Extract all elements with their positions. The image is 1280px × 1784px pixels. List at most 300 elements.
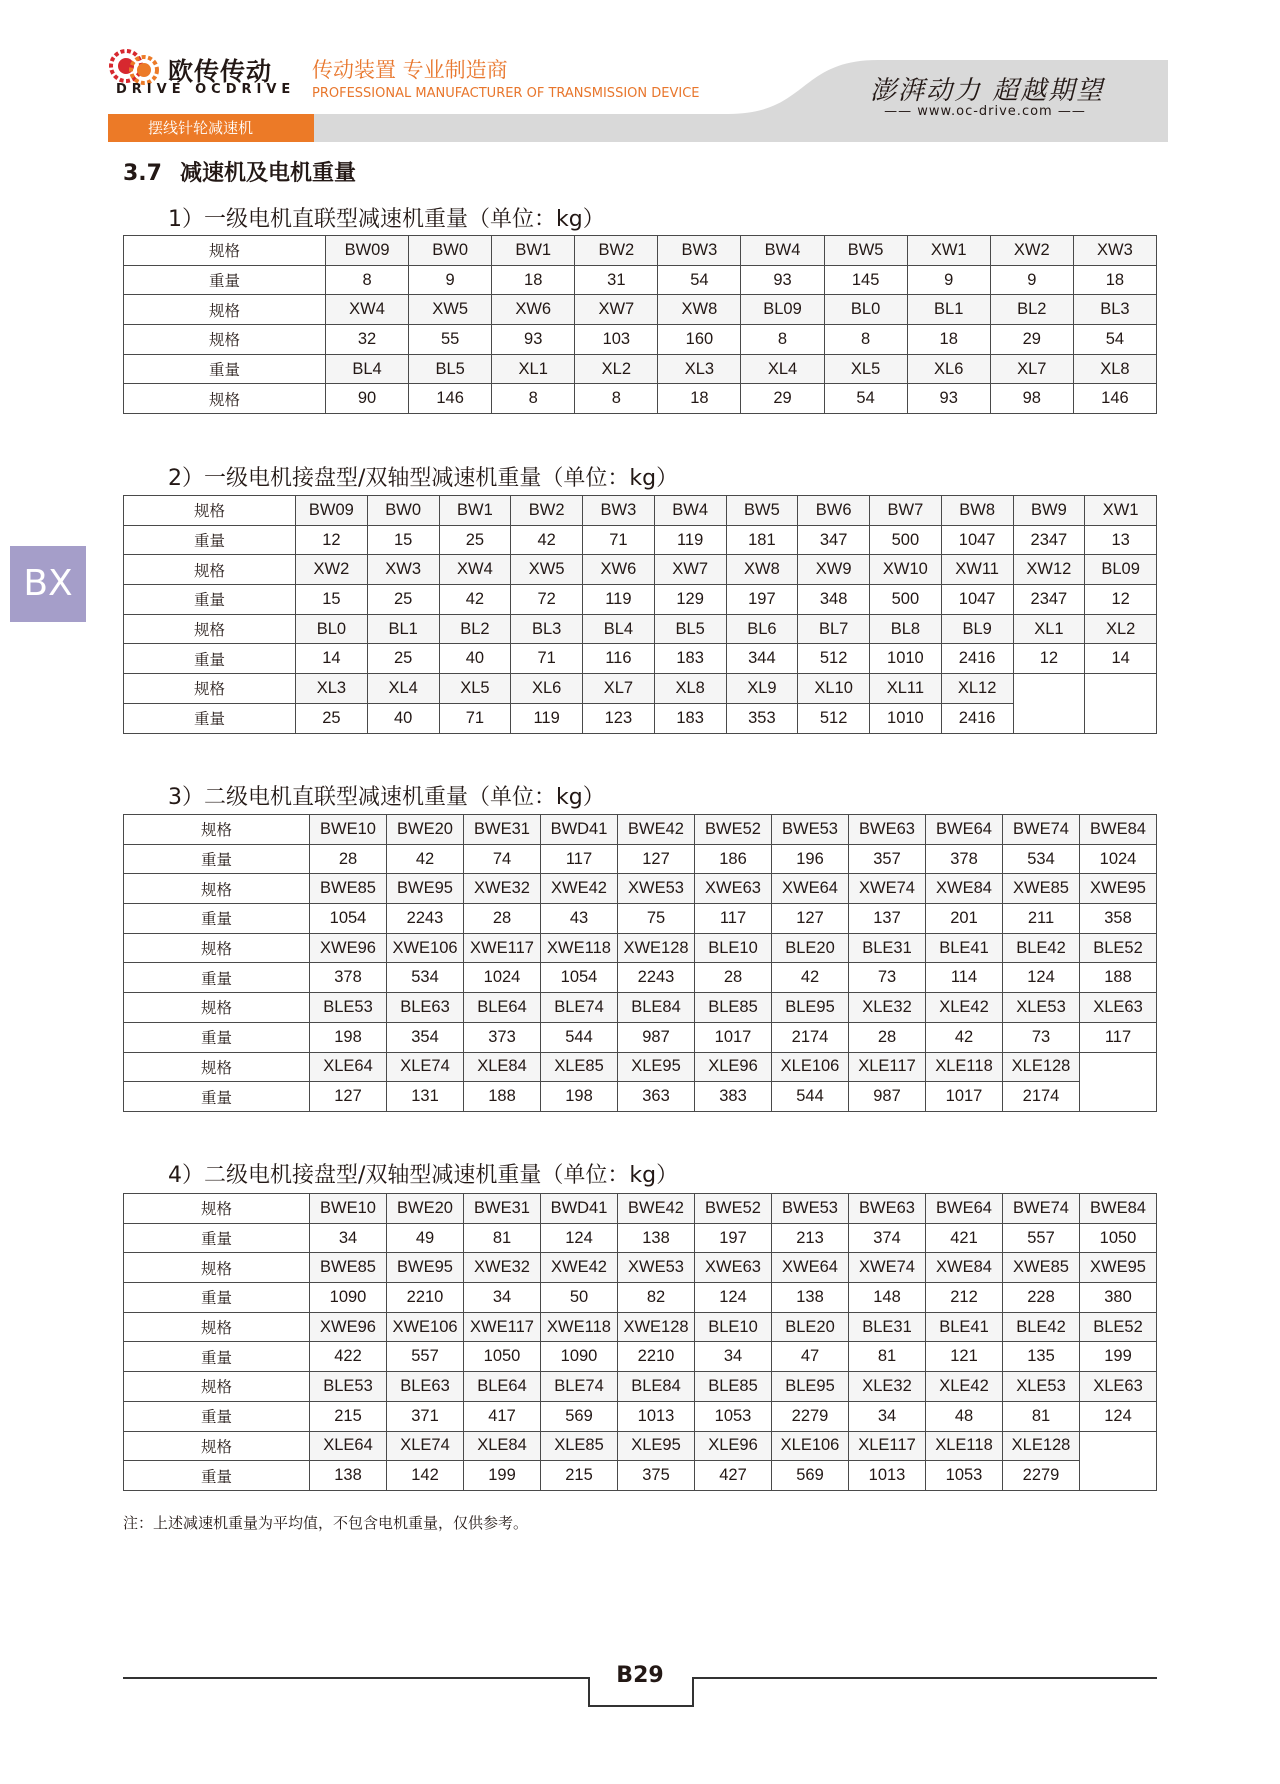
table-row xyxy=(124,1342,1157,1372)
table-cell: XL11 xyxy=(870,674,942,704)
table-cell: 114 xyxy=(926,963,1003,993)
table-cell: 119 xyxy=(654,525,726,555)
row-label: 重量 xyxy=(124,1342,310,1372)
table-cell: BLE41 xyxy=(926,933,1003,963)
table-cell: 138 xyxy=(618,1223,695,1253)
table-row xyxy=(124,236,1157,266)
table-cell: BWE95 xyxy=(387,1253,464,1283)
table-cell: 2347 xyxy=(1013,585,1085,615)
table-cell: BLE41 xyxy=(926,1312,1003,1342)
row-label: 规格 xyxy=(124,496,296,526)
table-row xyxy=(124,1223,1157,1253)
table-cell: XW1 xyxy=(907,236,990,266)
row-label: 重量 xyxy=(124,644,296,674)
empty-cell xyxy=(1085,703,1157,733)
table-cell: 55 xyxy=(409,325,492,355)
table-cell: XL4 xyxy=(741,354,824,384)
table-cell: 2210 xyxy=(387,1283,464,1313)
table-cell: XL2 xyxy=(575,354,658,384)
table-cell: 32 xyxy=(326,325,409,355)
table-cell: XW6 xyxy=(583,555,655,585)
table-row xyxy=(124,295,1157,325)
table-cell: XW9 xyxy=(798,555,870,585)
table-cell: 569 xyxy=(541,1401,618,1431)
table-cell: 93 xyxy=(741,265,824,295)
empty-cell xyxy=(1080,1052,1157,1082)
table-cell: 181 xyxy=(726,525,798,555)
table-cell: XWE53 xyxy=(618,874,695,904)
table-cell: XLE53 xyxy=(1003,1372,1080,1402)
row-label: 规格 xyxy=(124,384,326,414)
tagline-chinese: 传动装置 专业制造商 xyxy=(312,58,508,82)
table-cell: 197 xyxy=(695,1223,772,1253)
row-label: 重量 xyxy=(124,1022,310,1052)
row-label: 重量 xyxy=(124,525,296,555)
table-cell: BLE85 xyxy=(695,1372,772,1402)
table-cell: BLE42 xyxy=(1003,933,1080,963)
table-cell: 512 xyxy=(798,644,870,674)
table-cell: BW6 xyxy=(798,496,870,526)
row-label: 重量 xyxy=(124,1401,310,1431)
table-cell: XLE85 xyxy=(541,1431,618,1461)
table-cell: XLE64 xyxy=(310,1431,387,1461)
table-cell: 1053 xyxy=(695,1401,772,1431)
table-cell: XLE95 xyxy=(618,1052,695,1082)
table-cell: BW5 xyxy=(824,236,907,266)
table-cell: 500 xyxy=(870,585,942,615)
table-cell: BLE63 xyxy=(387,1372,464,1402)
table-cell: BW7 xyxy=(870,496,942,526)
table-cell: BWE84 xyxy=(1080,1194,1157,1224)
table-cell: BWE53 xyxy=(772,1194,849,1224)
table-cell: XW2 xyxy=(990,236,1073,266)
table-cell: 25 xyxy=(439,525,511,555)
row-label: 规格 xyxy=(124,674,296,704)
table-cell: XWE84 xyxy=(926,874,1003,904)
table-cell: XL5 xyxy=(439,674,511,704)
table-cell: 117 xyxy=(541,844,618,874)
table-cell: 34 xyxy=(310,1223,387,1253)
table-cell: XW7 xyxy=(575,295,658,325)
table-cell: XW5 xyxy=(511,555,583,585)
table-cell: 137 xyxy=(849,904,926,934)
table-cell: XL4 xyxy=(367,674,439,704)
table-cell: BW0 xyxy=(409,236,492,266)
table-cell: 2279 xyxy=(772,1401,849,1431)
table-row xyxy=(124,1431,1157,1461)
table-cell: 71 xyxy=(583,525,655,555)
table-cell: 54 xyxy=(658,265,741,295)
section-number: 3.7 xyxy=(123,161,162,186)
table-row xyxy=(124,555,1157,585)
table-2-title: 2）一级电机接盘型/双轴型减速机重量（单位：kg） xyxy=(168,466,679,491)
table-cell: 353 xyxy=(726,703,798,733)
table-cell: XLE74 xyxy=(387,1431,464,1461)
section-heading: 减速机及电机重量 xyxy=(179,161,356,186)
table-cell: 43 xyxy=(541,904,618,934)
table-cell: 1013 xyxy=(849,1461,926,1491)
table-cell: 1024 xyxy=(1080,844,1157,874)
table-row xyxy=(124,1194,1157,1224)
empty-cell xyxy=(1085,674,1157,704)
table-cell: BWD41 xyxy=(541,1194,618,1224)
tagline-english: PROFESSIONAL MANUFACTURER OF TRANSMISSION DEVICE xyxy=(312,86,700,101)
table-cell: BL9 xyxy=(941,614,1013,644)
table-cell: 358 xyxy=(1080,904,1157,934)
table-cell: BLE10 xyxy=(695,1312,772,1342)
table-row xyxy=(124,1461,1157,1491)
row-label: 重量 xyxy=(124,1461,310,1491)
table-cell: XW10 xyxy=(870,555,942,585)
table-cell: 34 xyxy=(695,1342,772,1372)
table-cell: XWE74 xyxy=(849,1253,926,1283)
table-row xyxy=(124,496,1157,526)
table-cell: 29 xyxy=(990,325,1073,355)
table-cell: 98 xyxy=(990,384,1073,414)
table-cell: 40 xyxy=(439,644,511,674)
table-cell: BLE20 xyxy=(772,933,849,963)
table-cell: BL3 xyxy=(511,614,583,644)
empty-cell xyxy=(1013,674,1085,704)
table-cell: 124 xyxy=(1080,1401,1157,1431)
weight-table-3 xyxy=(123,814,1157,1112)
table-cell: 2174 xyxy=(1003,1082,1080,1112)
table-cell: XW2 xyxy=(296,555,368,585)
table-row xyxy=(124,1283,1157,1313)
table-row xyxy=(124,1372,1157,1402)
table-cell: 987 xyxy=(849,1082,926,1112)
table-cell: 374 xyxy=(849,1223,926,1253)
table-cell: XWE96 xyxy=(310,1312,387,1342)
table-cell: 123 xyxy=(583,703,655,733)
table-cell: 417 xyxy=(464,1401,541,1431)
table-cell: 8 xyxy=(741,325,824,355)
table-row xyxy=(124,525,1157,555)
table-cell: 212 xyxy=(926,1283,1003,1313)
table-cell: XWE64 xyxy=(772,874,849,904)
category-tab: 摆线针轮减速机 xyxy=(108,114,314,142)
table-cell: 124 xyxy=(1003,963,1080,993)
table-cell: XW8 xyxy=(726,555,798,585)
table-cell: 124 xyxy=(695,1283,772,1313)
table-row xyxy=(124,933,1157,963)
table-cell: BLE95 xyxy=(772,1372,849,1402)
row-label: 重量 xyxy=(124,1283,310,1313)
row-label: 规格 xyxy=(124,933,310,963)
table-cell: 421 xyxy=(926,1223,1003,1253)
table-cell: BWE42 xyxy=(618,815,695,845)
table-cell: 211 xyxy=(1003,904,1080,934)
empty-cell xyxy=(1013,703,1085,733)
table-cell: 81 xyxy=(464,1223,541,1253)
table-cell: XLE118 xyxy=(926,1052,1003,1082)
table-cell: BW09 xyxy=(296,496,368,526)
table-cell: 47 xyxy=(772,1342,849,1372)
footnote: 注：上述减速机重量为平均值，不包含电机重量，仅供参考。 xyxy=(123,1514,529,1532)
table-cell: XL12 xyxy=(941,674,1013,704)
table-cell: XLE42 xyxy=(926,1372,1003,1402)
table-cell: 422 xyxy=(310,1342,387,1372)
table-cell: XL3 xyxy=(296,674,368,704)
table-cell: 2210 xyxy=(618,1342,695,1372)
table-row xyxy=(124,844,1157,874)
table-cell: BLE64 xyxy=(464,993,541,1023)
table-cell: 15 xyxy=(296,585,368,615)
table-cell: 1047 xyxy=(941,525,1013,555)
table-cell: 146 xyxy=(1073,384,1156,414)
table-cell: 544 xyxy=(541,1022,618,1052)
empty-cell xyxy=(1080,1461,1157,1491)
table-cell: BW4 xyxy=(741,236,824,266)
table-cell: BW4 xyxy=(654,496,726,526)
table-cell: 373 xyxy=(464,1022,541,1052)
table-cell: 500 xyxy=(870,525,942,555)
table-cell: XL5 xyxy=(824,354,907,384)
table-cell: 49 xyxy=(387,1223,464,1253)
table-row xyxy=(124,874,1157,904)
table-row xyxy=(124,703,1157,733)
table-cell: 103 xyxy=(575,325,658,355)
table-cell: 196 xyxy=(772,844,849,874)
table-cell: 142 xyxy=(387,1461,464,1491)
table-cell: 116 xyxy=(583,644,655,674)
table-cell: XLE117 xyxy=(849,1431,926,1461)
table-cell: BWE74 xyxy=(1003,815,1080,845)
table-cell: BW0 xyxy=(367,496,439,526)
row-label: 重量 xyxy=(124,963,310,993)
table-cell: BLE20 xyxy=(772,1312,849,1342)
table-cell: 183 xyxy=(654,644,726,674)
website-text: www.oc-drive.com xyxy=(917,104,1053,119)
table-cell: XLE96 xyxy=(695,1052,772,1082)
table-row xyxy=(124,644,1157,674)
row-label: 重量 xyxy=(124,1082,310,1112)
table-cell: XLE118 xyxy=(926,1431,1003,1461)
table-cell: XW3 xyxy=(367,555,439,585)
table-cell: 73 xyxy=(1003,1022,1080,1052)
table-cell: XWE118 xyxy=(541,1312,618,1342)
table-cell: 183 xyxy=(654,703,726,733)
table-cell: XLE85 xyxy=(541,1052,618,1082)
table-cell: BLE84 xyxy=(618,993,695,1023)
table-cell: BL3 xyxy=(1073,295,1156,325)
table-cell: BLE52 xyxy=(1080,933,1157,963)
row-label: 重量 xyxy=(124,1223,310,1253)
table-cell: 93 xyxy=(907,384,990,414)
table-cell: XWE95 xyxy=(1080,874,1157,904)
row-label: 规格 xyxy=(124,295,326,325)
row-label: 规格 xyxy=(124,614,296,644)
table-cell: 12 xyxy=(296,525,368,555)
table-cell: 1054 xyxy=(541,963,618,993)
table-row xyxy=(124,1022,1157,1052)
table-cell: BWE52 xyxy=(695,1194,772,1224)
table-cell: 2243 xyxy=(387,904,464,934)
table-cell: 72 xyxy=(511,585,583,615)
table-cell: XLE128 xyxy=(1003,1052,1080,1082)
table-cell: 8 xyxy=(492,384,575,414)
table-cell: BWE64 xyxy=(926,1194,1003,1224)
table-cell: 25 xyxy=(296,703,368,733)
table-cell: XW6 xyxy=(492,295,575,325)
table-cell: 138 xyxy=(310,1461,387,1491)
table-cell: XL7 xyxy=(583,674,655,704)
table-cell: BWE42 xyxy=(618,1194,695,1224)
table-cell: 48 xyxy=(926,1401,1003,1431)
table-cell: 1090 xyxy=(310,1283,387,1313)
table-row xyxy=(124,354,1157,384)
table-cell: 138 xyxy=(772,1283,849,1313)
table-cell: XW5 xyxy=(409,295,492,325)
table-cell: 54 xyxy=(1073,325,1156,355)
table-cell: 1010 xyxy=(870,703,942,733)
table-cell: 1053 xyxy=(926,1461,1003,1491)
logo-chinese-name: 欧传传动 xyxy=(168,57,273,86)
table-cell: BLE42 xyxy=(1003,1312,1080,1342)
table-cell: 215 xyxy=(310,1401,387,1431)
table-cell: BL4 xyxy=(583,614,655,644)
table-cell: BLE52 xyxy=(1080,1312,1157,1342)
table-cell: BW2 xyxy=(511,496,583,526)
table-cell: XWE106 xyxy=(387,933,464,963)
table-cell: 8 xyxy=(824,325,907,355)
website-url: —— www.oc-drive.com —— xyxy=(884,104,1086,119)
table-cell: 1017 xyxy=(695,1022,772,1052)
table-cell: BWE52 xyxy=(695,815,772,845)
table-cell: XL1 xyxy=(492,354,575,384)
row-label: 规格 xyxy=(124,874,310,904)
table-cell: XL10 xyxy=(798,674,870,704)
table-cell: BWE53 xyxy=(772,815,849,845)
table-cell: XLE42 xyxy=(926,993,1003,1023)
table-cell: BWE63 xyxy=(849,815,926,845)
table-cell: 50 xyxy=(541,1283,618,1313)
table-cell: 380 xyxy=(1080,1283,1157,1313)
table-cell: 18 xyxy=(1073,265,1156,295)
table-cell: 42 xyxy=(772,963,849,993)
table-cell: XWE84 xyxy=(926,1253,1003,1283)
table-cell: BWE20 xyxy=(387,815,464,845)
table-row xyxy=(124,1312,1157,1342)
table-cell: 383 xyxy=(695,1082,772,1112)
table-cell: BW3 xyxy=(583,496,655,526)
table-cell: 145 xyxy=(824,265,907,295)
table-cell: 8 xyxy=(326,265,409,295)
table-cell: 1010 xyxy=(870,644,942,674)
table-row xyxy=(124,1082,1157,1112)
table-cell: BLE64 xyxy=(464,1372,541,1402)
row-label: 规格 xyxy=(124,1312,310,1342)
row-label: 规格 xyxy=(124,993,310,1023)
table-cell: XWE128 xyxy=(618,933,695,963)
table-cell: 2347 xyxy=(1013,525,1085,555)
table-cell: XL3 xyxy=(658,354,741,384)
table-cell: 2416 xyxy=(941,644,1013,674)
table-cell: BLE31 xyxy=(849,1312,926,1342)
table-cell: XW4 xyxy=(439,555,511,585)
table-cell: BWE10 xyxy=(310,815,387,845)
table-cell: XLE117 xyxy=(849,1052,926,1082)
table-cell: 198 xyxy=(310,1022,387,1052)
table-cell: 344 xyxy=(726,644,798,674)
table-cell: 28 xyxy=(849,1022,926,1052)
table-cell: BW1 xyxy=(492,236,575,266)
table-row xyxy=(124,1401,1157,1431)
table-cell: 348 xyxy=(798,585,870,615)
table-cell: 15 xyxy=(367,525,439,555)
table-cell: 427 xyxy=(695,1461,772,1491)
side-section-tab: BX xyxy=(10,546,86,622)
table-cell: 28 xyxy=(464,904,541,934)
row-label: 重量 xyxy=(124,844,310,874)
table-cell: 42 xyxy=(926,1022,1003,1052)
table-cell: XWE63 xyxy=(695,874,772,904)
table-cell: XWE128 xyxy=(618,1312,695,1342)
table-cell: 378 xyxy=(926,844,1003,874)
table-cell: XWE96 xyxy=(310,933,387,963)
table-cell: BLE10 xyxy=(695,933,772,963)
table-cell: BL0 xyxy=(296,614,368,644)
table-cell: 1013 xyxy=(618,1401,695,1431)
company-logo xyxy=(108,46,296,102)
table-row xyxy=(124,265,1157,295)
table-cell: 82 xyxy=(618,1283,695,1313)
table-cell: XWE117 xyxy=(464,1312,541,1342)
table-cell: BLE53 xyxy=(310,993,387,1023)
table-cell: BWE31 xyxy=(464,1194,541,1224)
table-cell: BLE31 xyxy=(849,933,926,963)
table-cell: XLE96 xyxy=(695,1431,772,1461)
section-title xyxy=(123,156,356,187)
table-cell: 9 xyxy=(907,265,990,295)
table-row xyxy=(124,585,1157,615)
table-cell: 54 xyxy=(824,384,907,414)
table-cell: BL2 xyxy=(990,295,1073,325)
table-cell: XW8 xyxy=(658,295,741,325)
table-cell: 228 xyxy=(1003,1283,1080,1313)
row-label: 重量 xyxy=(124,585,296,615)
table-cell: XWE85 xyxy=(1003,874,1080,904)
table-cell: BWE74 xyxy=(1003,1194,1080,1224)
table-cell: XL9 xyxy=(726,674,798,704)
table-cell: 29 xyxy=(741,384,824,414)
table-cell: 124 xyxy=(541,1223,618,1253)
table-cell: BWE31 xyxy=(464,815,541,845)
table-row xyxy=(124,674,1157,704)
table-cell: 42 xyxy=(387,844,464,874)
table-cell: 18 xyxy=(658,384,741,414)
table-cell: XW3 xyxy=(1073,236,1156,266)
table-cell: 31 xyxy=(575,265,658,295)
row-label: 规格 xyxy=(124,1194,310,1224)
table-cell: XWE63 xyxy=(695,1253,772,1283)
table-cell: 93 xyxy=(492,325,575,355)
table-cell: 8 xyxy=(575,384,658,414)
table-cell: 42 xyxy=(511,525,583,555)
table-cell: 25 xyxy=(367,644,439,674)
table-cell: BL1 xyxy=(367,614,439,644)
brand-slogan: 澎湃动力 超越期望 xyxy=(870,76,1105,106)
table-cell: XWE32 xyxy=(464,1253,541,1283)
table-cell: BW09 xyxy=(326,236,409,266)
table-cell: 34 xyxy=(849,1401,926,1431)
row-label: 重量 xyxy=(124,265,326,295)
table-cell: XWE106 xyxy=(387,1312,464,1342)
table-cell: 512 xyxy=(798,703,870,733)
table-cell: 1050 xyxy=(1080,1223,1157,1253)
weight-table-2 xyxy=(123,495,1157,734)
table-cell: XL6 xyxy=(511,674,583,704)
